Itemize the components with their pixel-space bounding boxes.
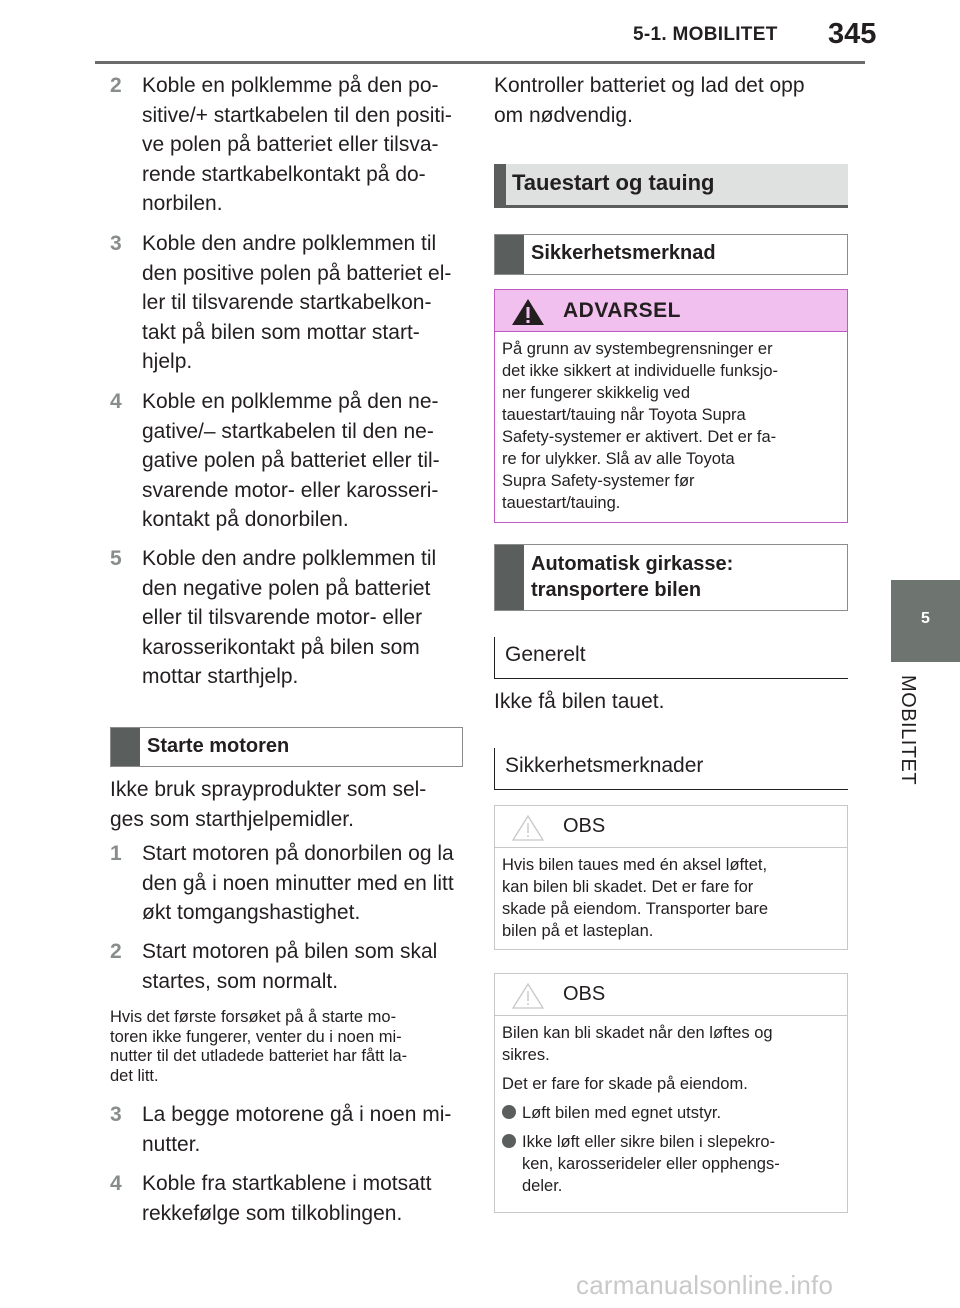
text-line: Ikke bruk sprayprodukter som sel- [110,778,427,801]
watermark: carmanualsonline.info [576,1270,834,1300]
step-line: den negative polen på batteriet [142,576,431,600]
step-number: 1 [110,842,122,865]
step-number: 5 [110,547,122,570]
chapter-tab-number: 5 [921,610,930,627]
step-line: Koble den andre polklemmen til [142,232,437,255]
text-line: Supra Safety-systemer før [502,472,695,490]
step-line: rende startkabelkontakt på do- [142,162,426,186]
text-line: om nødvendig. [494,103,633,127]
text-line: ner fungerer skikkelig ved [502,384,691,402]
step-line: Koble den andre polklemmen til [142,547,437,570]
right-intro-paragraph [494,71,854,130]
warning-header [495,290,847,332]
step-line: gative/– startkabelen til den ne- [142,419,434,443]
heading-line: Automatisk girkasse: [531,553,734,575]
notice-box [494,805,848,950]
step-line: Koble fra startkablene i motsatt [142,1172,432,1195]
step-line: ler til tilsvarende startkabelkon- [142,291,432,315]
text-line: deler. [522,1177,563,1195]
step-number: 3 [110,1103,122,1126]
step-line: den gå i noen minutter med en litt [142,871,454,895]
text-line: Kontroller batteriet og lad det opp [494,74,805,97]
heading-safety-note [494,234,848,275]
heading-text [531,551,733,603]
heading-bar [495,235,524,274]
caution-triangle-icon [511,814,545,842]
text-line: ken, karosserideler eller opphengs- [522,1155,780,1173]
intro-paragraph [110,775,470,834]
text-line: tauestart/tauing når Toyota Supra [502,406,746,424]
text-line: Løft bilen med egnet utstyr. [522,1104,722,1122]
step-number: 3 [110,232,122,255]
bullet-item [502,1131,837,1197]
warning-box [494,289,848,523]
heading-start-engine [110,727,463,767]
step-line: hjelp. [142,350,193,374]
step-line: den positive polen på batteriet el- [142,261,452,285]
notice-text [502,854,837,942]
caution-triangle-icon [511,982,545,1010]
subheading-general [494,637,848,679]
step-item [110,229,472,377]
step-line: Koble en polklemme på den ne- [142,390,439,413]
step-line: La begge motorene gå i noen mi- [142,1103,452,1126]
step-line: kontakt på donorbilen. [142,508,349,532]
step-line: Koble en polklemme på den po- [142,74,439,97]
step-item [110,937,472,996]
step-line: rekkefølge som tilkoblingen. [142,1201,403,1225]
heading-text: Tauestart og tauing [512,170,715,195]
general-text: Ikke få bilen tauet. [494,690,665,713]
text-line: Hvis det første forsøket på å starte mo- [110,1008,397,1026]
step-item [110,71,472,219]
step-item [110,387,472,535]
heading-automatic-transmission [494,544,848,611]
text-line: sikres. [502,1046,550,1064]
notice-title: OBS [563,983,606,1005]
step-number: 4 [110,390,122,413]
step-line: nutter. [142,1132,201,1156]
text-line: ges som starthjelpemidler. [110,807,354,831]
subheading-safety-notes [494,748,848,790]
text-line: bilen på et lasteplan. [502,922,654,940]
step-line: svarende motor- eller karosseri- [142,478,439,502]
heading-text: Sikkerhetsmerknad [531,242,716,264]
step-line: takt på bilen som mottar start- [142,320,420,344]
text-line: kan bilen bli skadet. Det er fare for [502,878,754,896]
text-line: det ikke sikkert at individuelle funksjo- [502,362,779,380]
heading-bar [494,164,506,208]
notice-box [494,973,848,1213]
bullet-dot-icon [502,1105,516,1119]
step-item [110,1169,472,1228]
text-line: toren ikke fungerer, venter du i noen mi- [110,1027,402,1046]
step-line: mottar starthjelp. [142,665,299,689]
step-item [110,1100,472,1159]
heading-text: Starte motoren [147,735,290,757]
notice-header [495,974,847,1016]
text-line: På grunn av systembegrensninger er [502,340,773,358]
step-line: eller til tilsvarende motor- eller [142,606,423,630]
step-item [110,544,472,692]
notice-paragraph [502,1022,837,1066]
subheading-text: Sikkerhetsmerknader [505,754,704,777]
text-line: Safety-systemer er aktivert. Det er fa- [502,428,777,446]
text-line: tauestart/tauing. [502,494,621,512]
text-line: Bilen kan bli skadet når den løftes og [502,1024,773,1042]
subheading-text: Generelt [505,643,586,666]
text-line: Ikke løft eller sikre bilen i slepekro- [522,1133,776,1151]
step-line: norbilen. [142,192,223,216]
notice-header [495,806,847,848]
step-line: sitive/+ startkabelen til den positi- [142,103,452,127]
step-line: Start motoren på bilen som skal [142,940,438,963]
heading-line: transportere bilen [531,579,702,601]
text-line: re for ulykker. Slå av alle Toyota [502,450,735,468]
note-paragraph [110,1008,470,1086]
page-number: 345 [828,18,877,50]
step-line: gative polen på batteriet eller til- [142,449,440,473]
step-line: ve polen på batteriet eller tilsva- [142,133,439,157]
chapter-tab-label: MOBILITET [897,675,919,786]
bullet-item [502,1102,837,1124]
step-number: 2 [110,940,122,963]
step-number: 4 [110,1172,122,1195]
heading-bar [111,728,140,766]
step-line: Start motoren på donorbilen og la [142,842,454,865]
step-line: startes, som normalt. [142,969,339,993]
warning-title: ADVARSEL [563,299,681,322]
header-divider [95,61,865,64]
heading-bar [495,545,524,610]
step-line: karosserikontakt på bilen som [142,635,420,659]
bullet-dot-icon [502,1134,516,1148]
text-line: nutter til det utladede batteriet har fått la- [110,1047,408,1065]
step-line: økt tomgangshastighet. [142,901,361,925]
text-line: det litt. [110,1066,159,1085]
step-item [110,839,472,928]
warning-triangle-icon [511,298,545,326]
text-line: skade på eiendom. Transporter bare [502,900,768,918]
notice-title: OBS [563,815,606,837]
notice-paragraph: Det er fare for skade på eiendom. [502,1075,748,1093]
notice-text [502,1022,837,1204]
warning-text [502,338,837,514]
section-title: 5-1. MOBILITET [633,24,778,45]
step-number: 2 [110,74,122,97]
section-heading-towing [494,164,848,208]
text-line: Hvis bilen taues med én aksel løftet, [502,856,768,874]
